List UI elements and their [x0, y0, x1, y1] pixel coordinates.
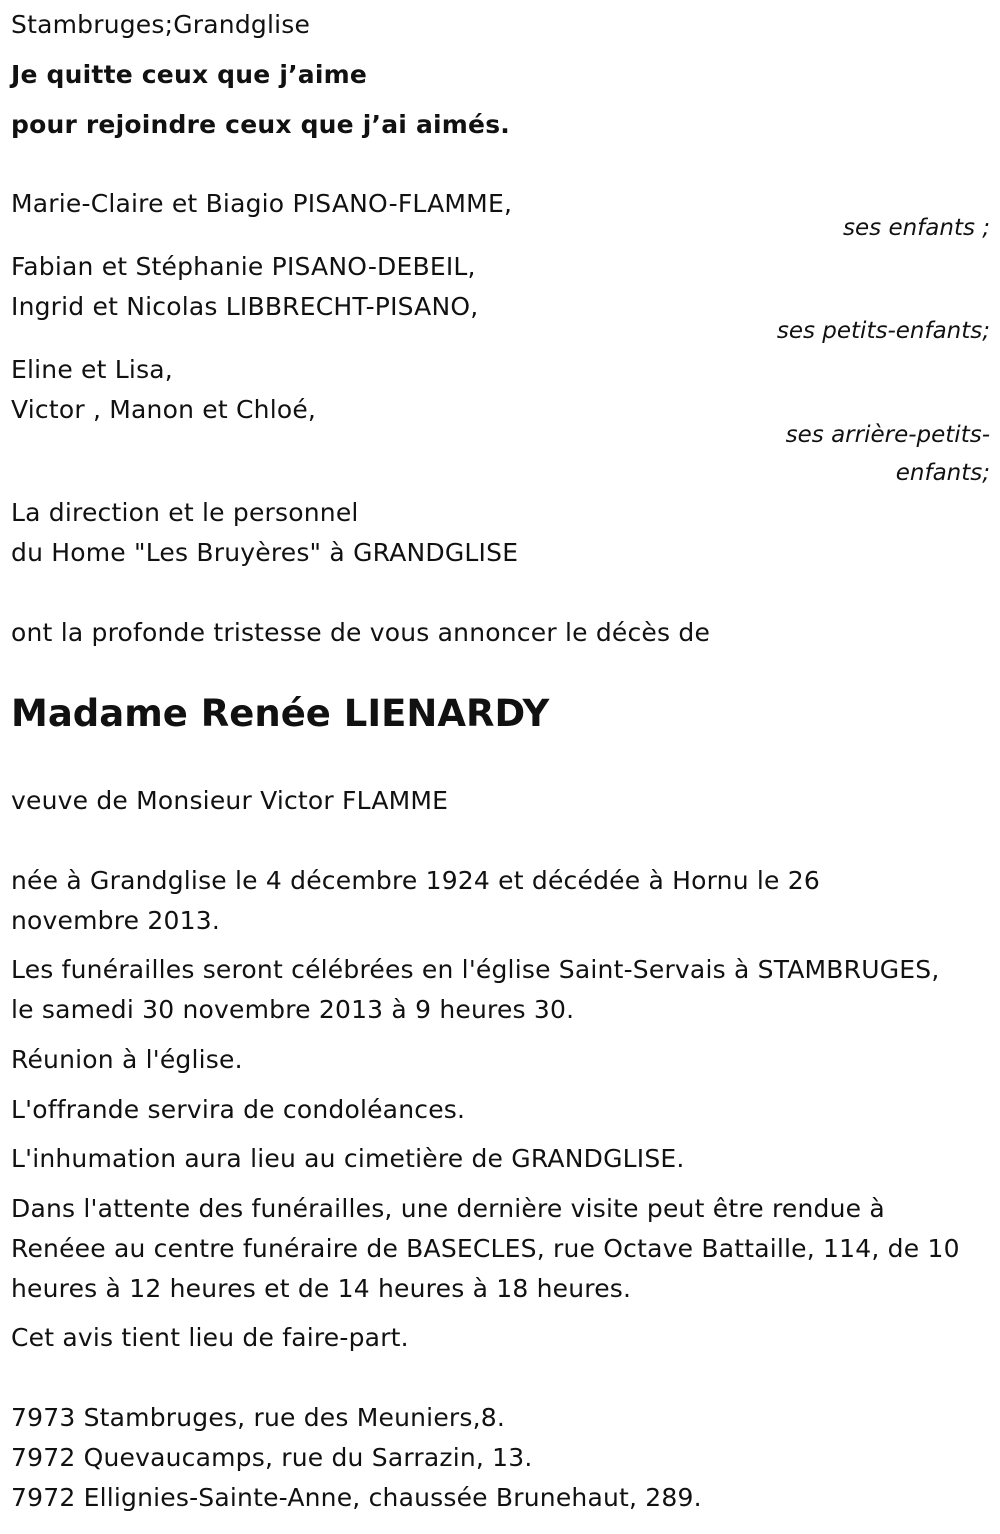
great-grandchildren-line-2: Victor , Manon et Chloé,: [11, 395, 317, 424]
offering-line: L'offrande servira de condoléances.: [11, 1095, 466, 1124]
home-line-1: La direction et le personnel: [11, 498, 359, 527]
great-grandchildren-role-2: enfants;: [895, 460, 990, 486]
grandchildren-role: ses petits-enfants;: [776, 318, 990, 344]
verse-line-1: Je quitte ceux que j’aime: [11, 60, 368, 89]
birth-death-line-1: née à Grandglise le 4 décembre 1924 et décédée à Hornu le 26: [11, 866, 820, 895]
funeral-line-1: Les funérailles seront célébrées en l'église Saint-Servais à STAMBRUGES,: [11, 955, 940, 984]
children-line: Marie-Claire et Biagio PISANO-FLAMME,: [11, 189, 513, 218]
verse-line-2: pour rejoindre ceux que j’ai aimés.: [11, 110, 510, 139]
address-line-3: 7972 Ellignies-Sainte-Anne, chaussée Brunehaut, 289.: [11, 1483, 702, 1512]
visit-line-1: Dans l'attente des funérailles, une dernière visite peut être rendue à: [11, 1194, 885, 1223]
visit-line-3: heures à 12 heures et de 14 heures à 18 heures.: [11, 1274, 632, 1303]
announcement-line: ont la profonde tristesse de vous annoncer le décès de: [11, 618, 711, 647]
birth-death-line-2: novembre 2013.: [11, 906, 220, 935]
visit-line-2: Renéee au centre funéraire de BASECLES, rue Octave Battaille, 114, de 10: [11, 1234, 960, 1263]
address-line-1: 7973 Stambruges, rue des Meuniers,8.: [11, 1403, 506, 1432]
children-role: ses enfants ;: [843, 215, 990, 241]
burial-line: L'inhumation aura lieu au cimetière de GRANDGLISE.: [11, 1144, 685, 1173]
home-line-2: du Home "Les Bruyères" à GRANDGLISE: [11, 538, 519, 567]
notice-line: Cet avis tient lieu de faire-part.: [11, 1323, 409, 1352]
widow-of-line: veuve de Monsieur Victor FLAMME: [11, 786, 449, 815]
meeting-line: Réunion à l'église.: [11, 1045, 243, 1074]
grandchildren-line-1: Fabian et Stéphanie PISANO-DEBEIL,: [11, 252, 476, 281]
great-grandchildren-line-1: Eline et Lisa,: [11, 355, 173, 384]
great-grandchildren-role-1: ses arrière-petits-: [785, 422, 990, 448]
funeral-line-2: le samedi 30 novembre 2013 à 9 heures 30.: [11, 995, 575, 1024]
location-line: Stambruges;Grandglise: [11, 10, 311, 39]
deceased-name: Madame Renée LIENARDY: [11, 692, 550, 735]
address-line-2: 7972 Quevaucamps, rue du Sarrazin, 13.: [11, 1443, 533, 1472]
grandchildren-line-2: Ingrid et Nicolas LIBBRECHT-PISANO,: [11, 292, 479, 321]
